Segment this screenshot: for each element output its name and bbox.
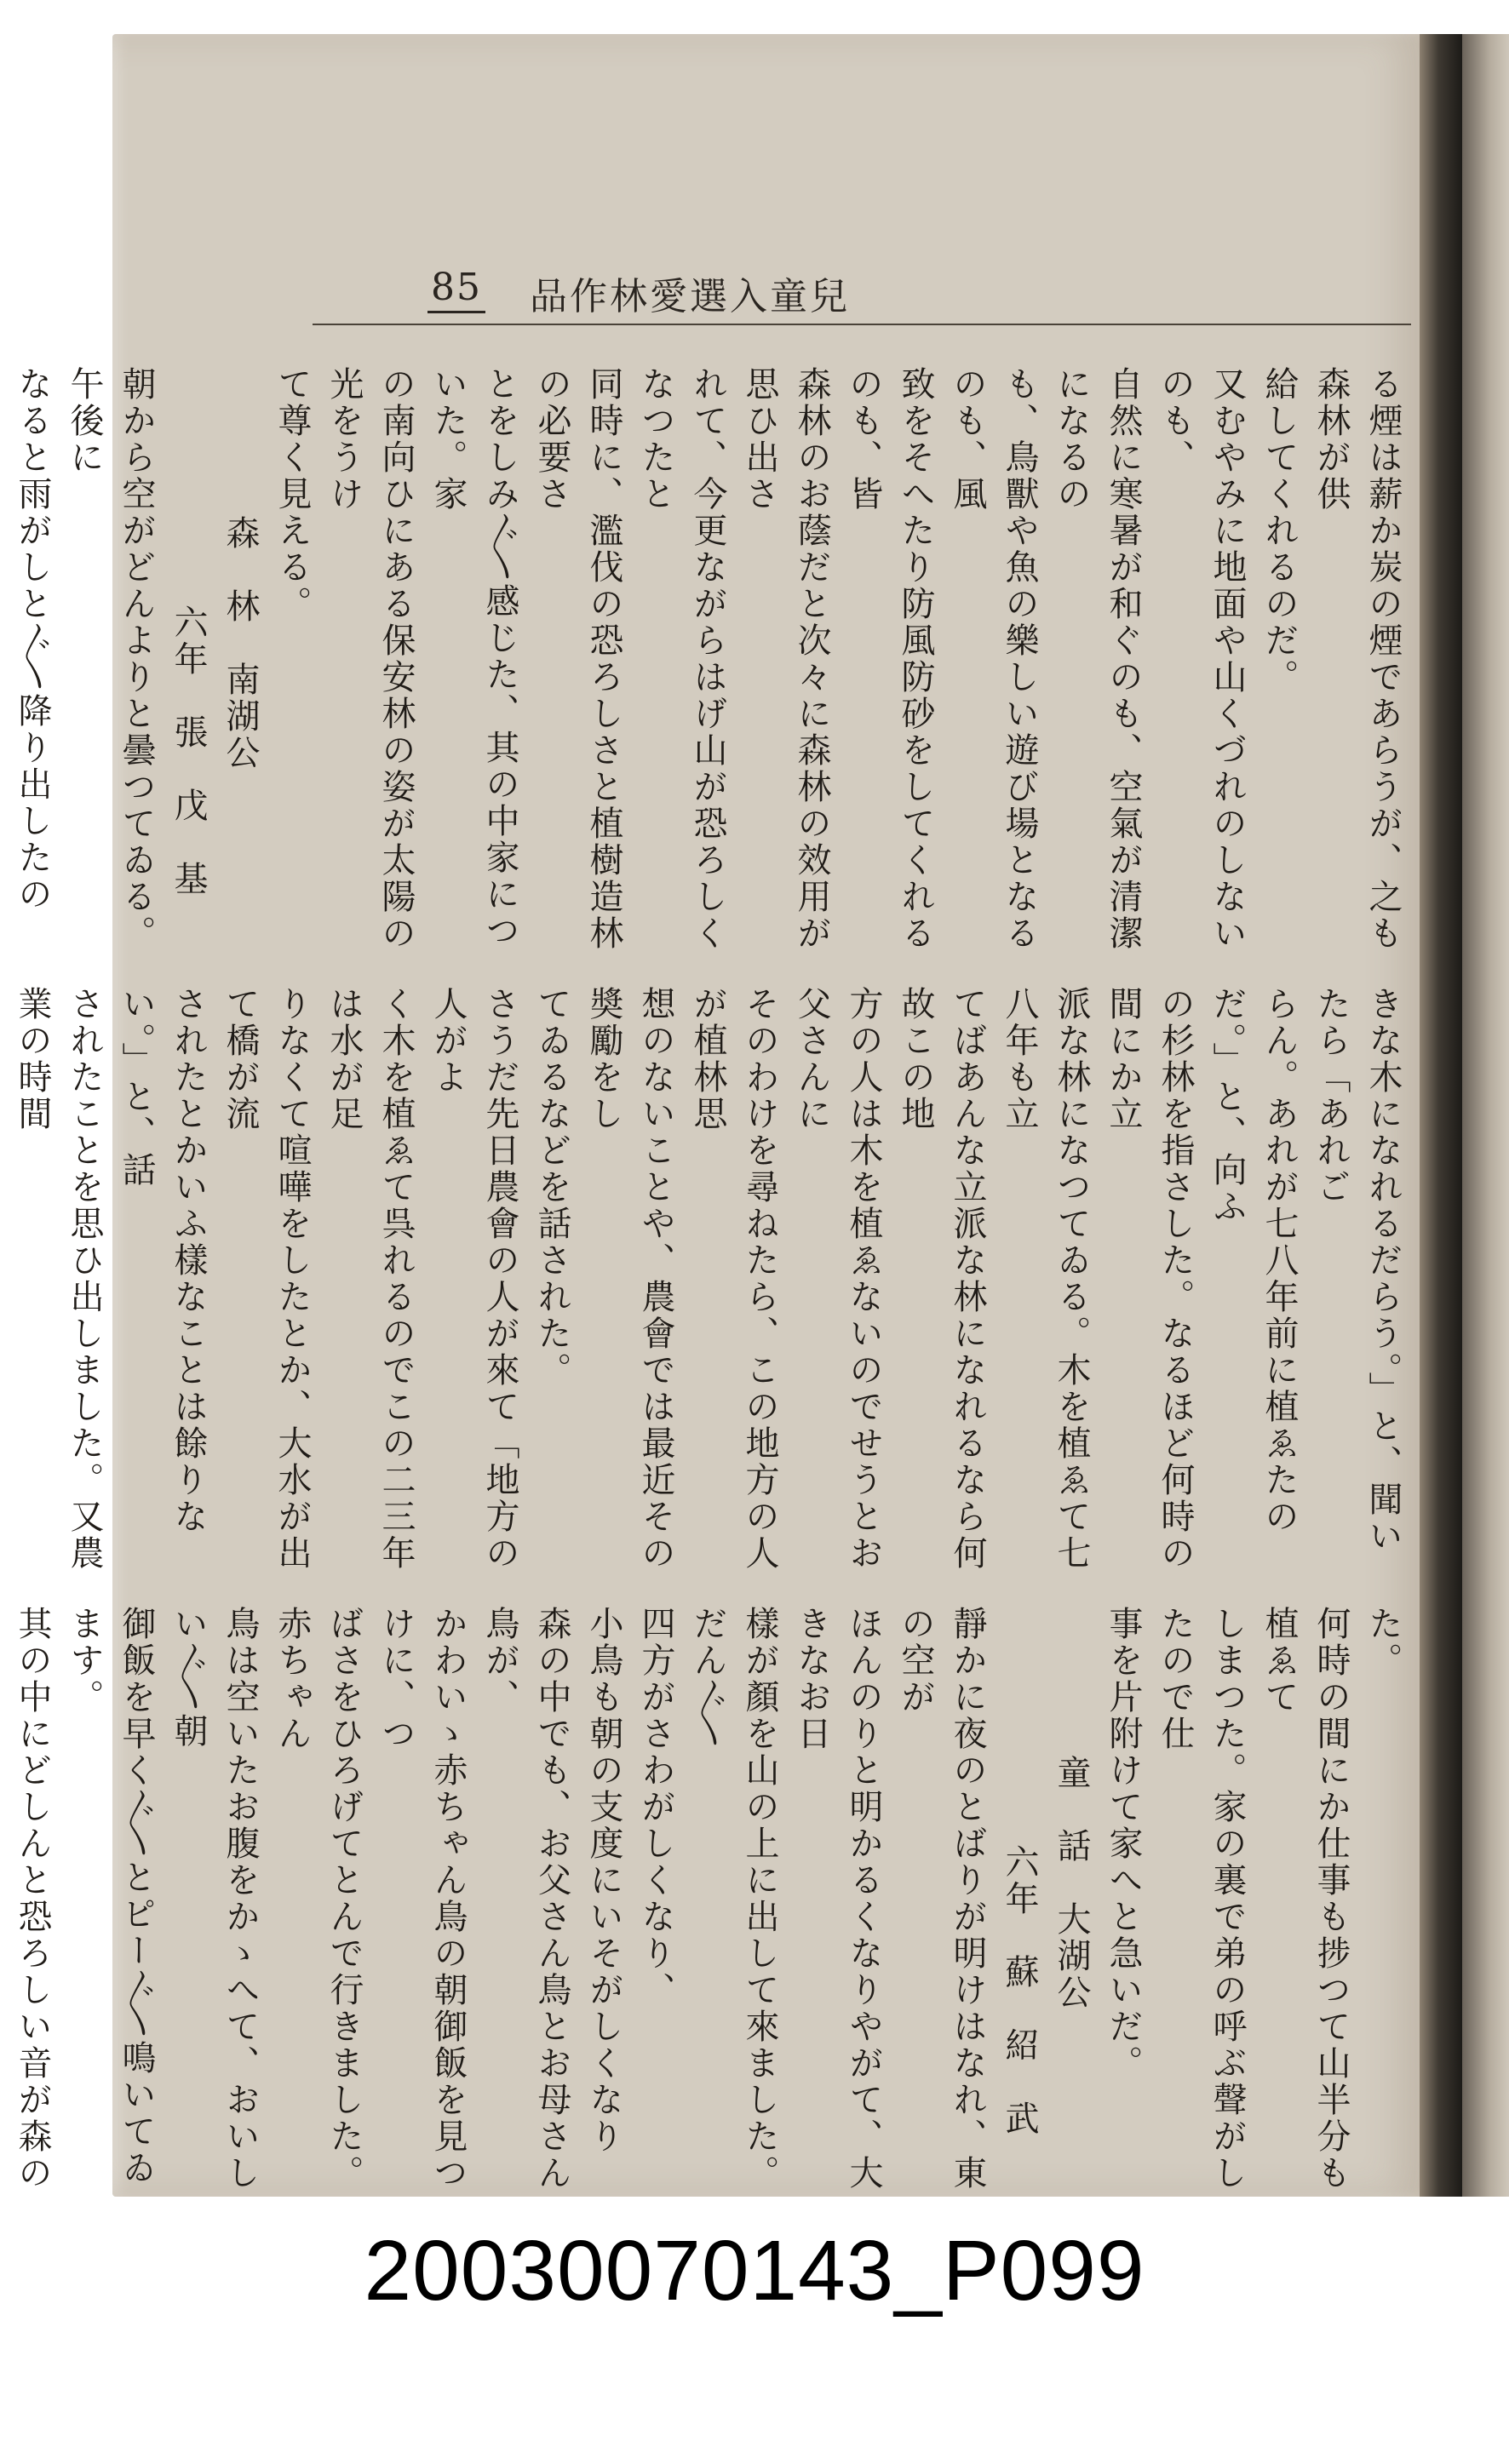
story-title: 森 林 南湖公 [221,515,260,771]
text-line: の杉林を指さした。なるほど何時の間にか立 [1104,986,1195,1572]
text-line: 致をそへたり防風防砂をしてくれるのも、皆 [844,366,935,952]
story-author: 六年 張 戊 基 [169,605,208,897]
text-line: なると雨がしと〲降り出したの [13,366,52,913]
scanned-page [13,34,1509,2197]
text-line: されたとかいふ樣なことは餘りない。」と、話 [117,986,208,1535]
text-line: た。 [1363,1606,1403,1679]
text-line: 樣が顏を山の上に出して來ました。だん〲 [688,1606,779,2192]
text-line: れて、今更ながらはげ山が恐ろしくなつたと [636,366,727,952]
header-rule [313,324,1411,325]
text-line: ばさをひろげてとんで行きました。赤ちゃん [273,1606,364,2192]
text-line: 森の中でも、お父さん鳥とお母さん鳥が、 [480,1606,571,2192]
text-line: 朝から空がどんよりと曇つてゐる。午後に [65,366,156,952]
text-line: てゐるなどを話された。 [532,986,571,1389]
text-line: 其の中にどしんと恐ろしい音が森の [13,1606,52,2192]
text-line: しまつた。家の裏で弟の呼ぶ聲がしたので仕 [1156,1606,1247,2192]
text-line: 自然に寒暑が和ぐのも、空氣が清潔になるの [1052,366,1143,952]
text-line: 派な林になつてゐる。木を植ゑて七八年も立 [1000,986,1091,1572]
page-header [313,266,1411,334]
archive-id-caption: 20030070143_P099 [364,2223,1145,2318]
page-number: 85 [427,266,485,313]
text-line: 事を片附けて家へと急いだ。 [1104,1606,1143,2082]
text-line: 同時に、濫伐の恐ろしさと植樹造林の必要さ [532,366,623,952]
text-line: る煙は薪か炭の煙であらうが、之も森林が供 [1311,366,1403,952]
text-line: かわいゝ赤ちゃん鳥の朝御飯を見つけに、つ [376,1606,468,2192]
text-line: の南向ひにある保安林の姿が太陽の光をうけ [324,366,416,952]
text-column-3 [13,1606,1409,2193]
text-line: りなくて喧嘩をしたとか、大水が出て橋が流 [221,986,312,1572]
text-line: も、鳥獸や魚の樂しい遊び場となるのも、風 [948,366,1039,952]
text-line: 森林のお蔭だと次々に森林の效用が思ひ出さ [740,366,831,952]
text-line: 靜かに夜のとばりが明けはなれ、東の空が [896,1606,987,2192]
text-line: 小鳥も朝の支度にいそがしくなり [584,1606,623,2155]
text-line: とをしみ〲感じた、其の中家についた。家 [428,366,519,949]
text-line: ほんのりと明かるくなりやがて、大きなお日 [792,1606,883,2192]
text-column-1 [13,366,1409,954]
text-line: そのわけを尋ねたら、この地方の人が植林思 [688,986,779,1572]
text-line [0,986,6,1573]
text-line: されたことを思ひ出しました。又農業の時間 [13,986,104,1572]
text-line: 方の人は木を植ゑないのでせうとお父さんに [792,986,883,1572]
facing-page-edge [1462,34,1509,2197]
text-line: 四方がさわがしくなり、 [636,1606,675,2008]
story-title: 童 話 大湖公 [1052,1755,1091,2011]
text-line: 想のないことや、農會では最近その奬勵をし [584,986,675,1572]
text-line: 鳥は空いたお腹をかゝへて、おいしい〲朝 [169,1606,260,2192]
book-gutter [1420,34,1462,2197]
story-author: 六年 蘇 紹 武 [1000,1844,1039,2137]
text-line: さうだ先日農會の人が來て「地方の人がよ [428,986,519,1572]
book-page [13,34,1424,2197]
text-line: てばあんな立派な林になれるなら何故この地 [896,986,987,1572]
text-line: 又むやみに地面や山くづれのしないのも、 [1156,366,1247,952]
text-line: く木を植ゑて呉れるのでこの二三年は水が足 [324,986,416,1572]
text-line: 何時の間にか仕事も捗つて山半分も植ゑて [1259,1606,1351,2192]
running-title: 兒童入選愛林作品 [530,275,850,318]
text-line: きな木になれるだらう。」と、聞いたら「あれご [1311,986,1403,1555]
text-line: て尊く見える。 [273,366,312,622]
text-line: 御飯を早く〲とピー〲鳴いてゐます。 [65,1606,156,2186]
text-column-2 [13,986,1409,1573]
text-line: 給してくれるのだ。 [1259,366,1299,696]
text-line: らん。あれが七八年前に植ゑたのだ。」と、向ふ [1208,986,1299,1535]
